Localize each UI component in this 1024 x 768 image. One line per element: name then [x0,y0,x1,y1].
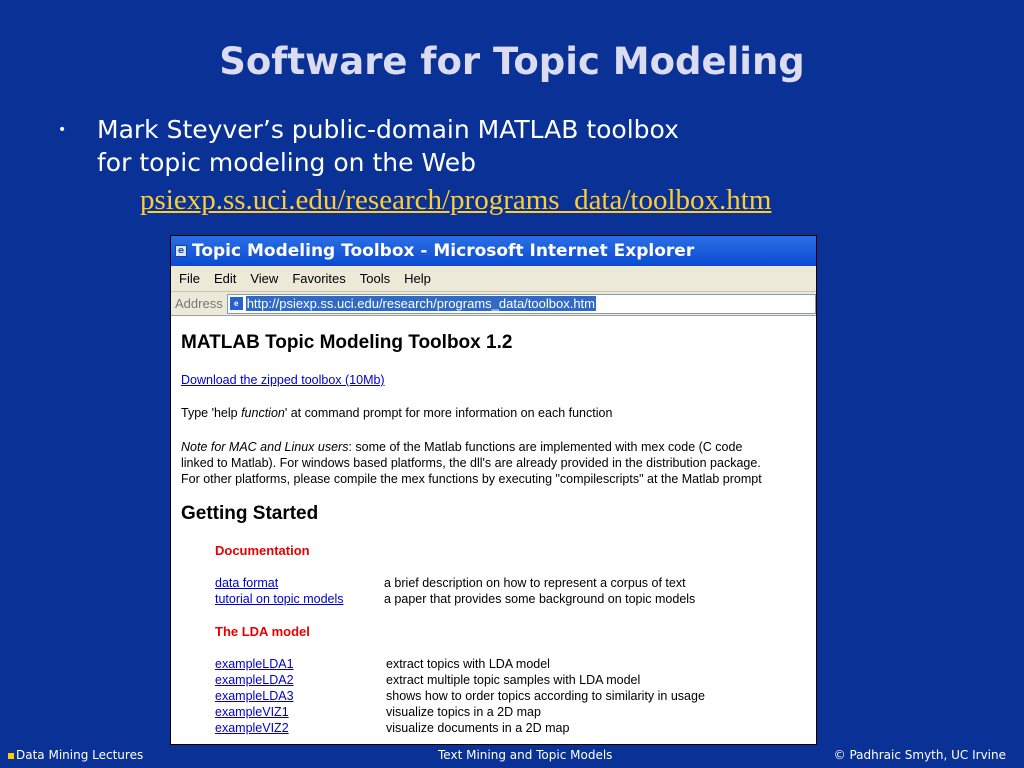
download-link[interactable]: Download the zipped toolbox (10Mb) [181,373,385,387]
browser-window-title: Topic Modeling Toolbox - Microsoft Internet Explorer [192,241,695,261]
footer-middle: Text Mining and Topic Models [438,748,613,762]
link-exampleVIZ1[interactable]: exampleVIZ1 [215,705,289,719]
desc-exampleLDA3: shows how to order topics according to similarity in usage [386,689,705,703]
address-input[interactable] [227,294,816,314]
link-exampleLDA1[interactable]: exampleLDA1 [215,657,294,671]
help-function-word: function [241,406,285,420]
page-icon: e [230,297,243,310]
menu-view[interactable]: View [250,271,279,286]
note-line-3: For other platforms, please compile the mex functions by executing "compilescripts" at the Matlab prompt [181,472,762,486]
bullet-marker: • [58,122,67,138]
menu-favorites[interactable]: Favorites [292,271,346,286]
mac-linux-note [181,439,762,487]
desc-exampleLDA2: extract multiple topic samples with LDA model [386,673,641,687]
desc-exampleVIZ2: visualize documents in a 2D map [386,721,570,735]
doc-link-data-format[interactable]: data format [215,576,279,590]
help-prefix: Type 'help [181,406,242,420]
browser-window [170,235,817,745]
doc-desc-data-format: a brief description on how to represent a corpus of text [384,576,686,590]
slide-footer [0,747,1024,768]
menu-edit[interactable]: Edit [213,271,237,286]
help-suffix: ' at command prompt for more information on each function [284,406,613,420]
link-exampleLDA2[interactable]: exampleLDA2 [215,673,294,687]
note-label: Note for MAC and Linux users [181,440,349,454]
doc-link-tutorial[interactable]: tutorial on topic models [215,592,344,606]
link-exampleVIZ2[interactable]: exampleVIZ2 [215,721,289,735]
link-exampleLDA3[interactable]: exampleLDA3 [215,689,294,703]
menu-tools[interactable]: Tools [359,271,391,286]
menu-file[interactable]: File [179,271,200,286]
address-bar [171,292,816,316]
getting-started-heading: Getting Started [181,503,319,524]
bullet-line-2: for topic modeling on the Web [97,148,476,177]
lda-heading: The LDA model [215,624,310,639]
slide-title: Software for Topic Modeling [219,40,805,83]
footer-right: © Padhraic Smyth, UC Irvine [833,748,1006,762]
page-heading: MATLAB Topic Modeling Toolbox 1.2 [181,332,513,353]
menu-help[interactable]: Help [404,271,431,286]
browser-menu-bar [171,266,816,292]
help-instruction [181,406,612,420]
address-label: Address [175,296,223,311]
note-line-1: : some of the Matlab functions are implemented with mex code (C code [348,440,743,454]
note-line-2: linked to Matlab). For windows based platforms, the dll's are already provided in the distribution package. [181,456,761,470]
desc-exampleLDA1: extract topics with LDA model [386,657,550,671]
footer-left [8,748,143,762]
footer-left-text: Data Mining Lectures [16,748,144,762]
doc-desc-tutorial: a paper that provides some background on topic models [384,592,696,606]
bullet-line-1: Mark Steyver’s public-domain MATLAB toolbox [97,115,679,144]
desc-exampleVIZ1: visualize topics in a 2D map [386,705,541,719]
footer-square-icon [8,753,14,759]
toolbox-url-link[interactable]: psiexp.ss.uci.edu/research/programs_data/toolbox.htm [140,184,772,216]
bullet-text [97,113,897,179]
address-url[interactable]: http://psiexp.ss.uci.edu/research/programs_data/toolbox.htm [246,296,595,311]
documentation-heading: Documentation [215,543,310,558]
ie-page-icon: e [175,245,187,257]
browser-title-bar[interactable] [171,236,816,266]
